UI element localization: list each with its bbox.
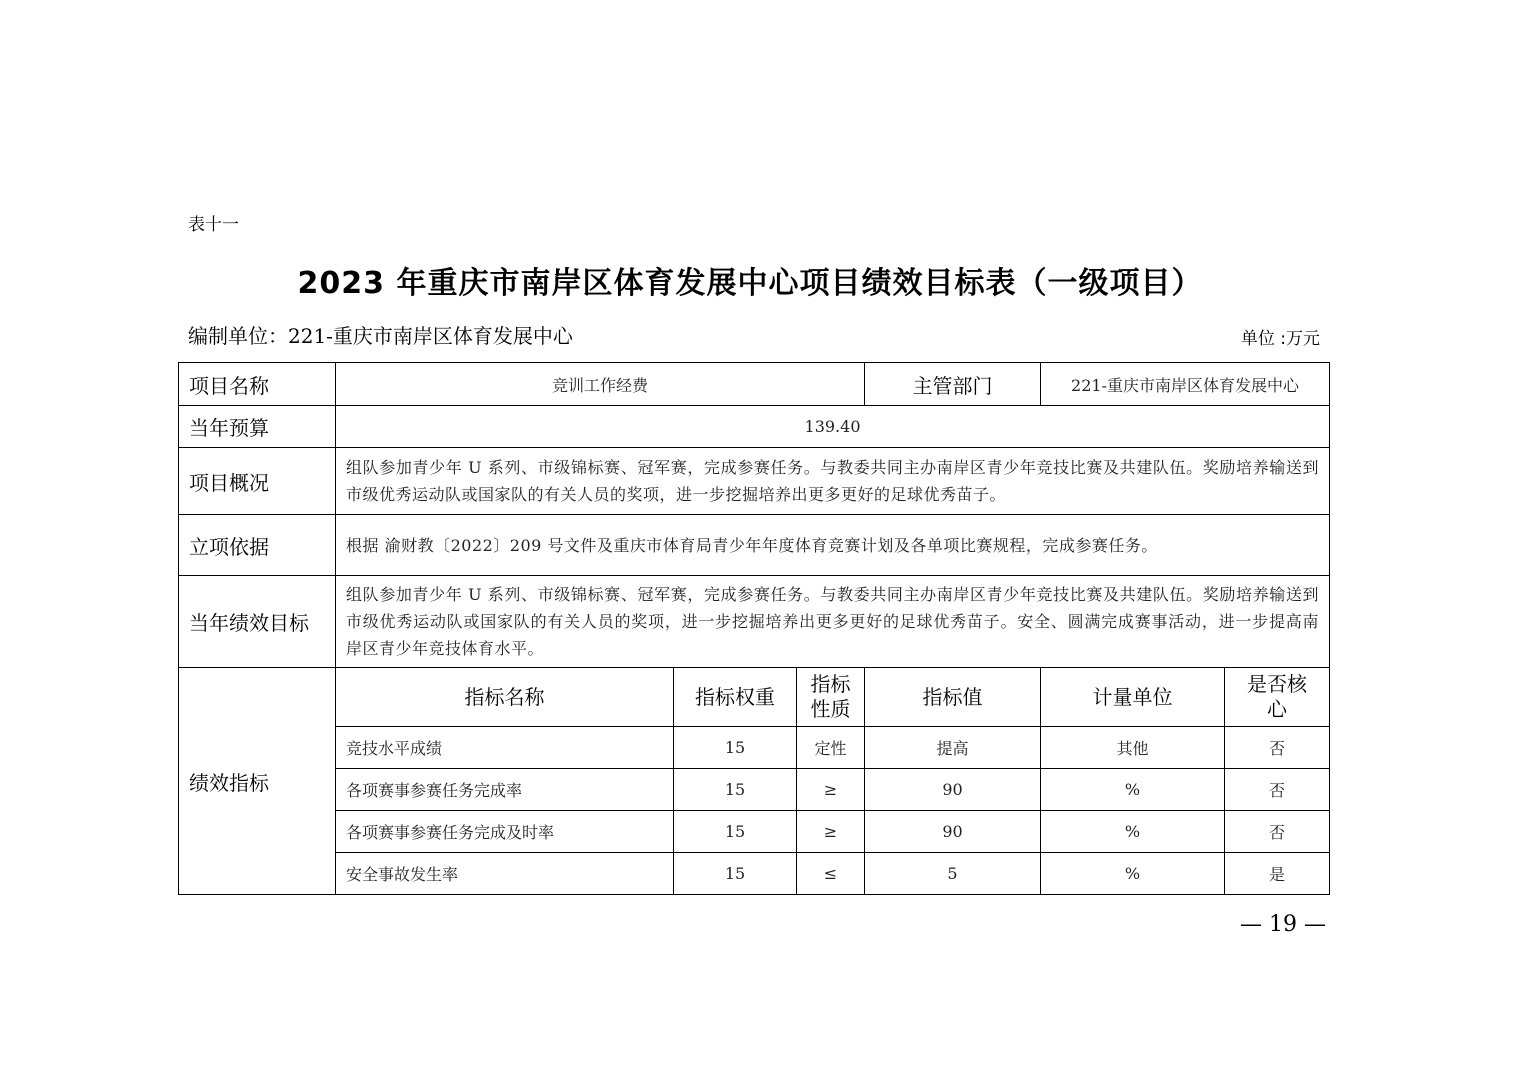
goal-value: 组队参加青少年 U 系列、市级锦标赛、冠军赛，完成参赛任务。与教委共同主办南岸区青少年竞技比赛及共建队伍。奖励培养输送到市级优秀运动队或国家队的有关人员的奖项，进一步挖掘培养出更多更好的足球优秀苗子。安全、圆满完成赛事活动，进一步提高南岸区青少年竞技体育水平。 <box>336 576 1330 668</box>
page-title: 2023 年重庆市南岸区体育发展中心项目绩效目标表（一级项目） <box>297 266 1203 301</box>
goal-row <box>179 576 1330 668</box>
indicator-row <box>179 727 1330 769</box>
performance-target-table <box>178 362 1330 895</box>
budget-label: 当年预算 <box>179 406 336 448</box>
basis-row <box>179 515 1330 576</box>
indicator-row <box>179 769 1330 811</box>
header-is-core: 是否核心 <box>1225 668 1330 727</box>
header-indicator-value: 指标值 <box>865 668 1041 727</box>
header-indicator-weight: 指标权重 <box>674 668 797 727</box>
indicator-weight: 15 <box>674 853 797 895</box>
indicator-core: 否 <box>1225 769 1330 811</box>
indicator-value: 提高 <box>865 727 1041 769</box>
page-number: — 19 — <box>1240 912 1326 937</box>
indicator-value: 90 <box>865 769 1041 811</box>
indicator-unit: % <box>1041 769 1225 811</box>
compiling-unit: 编制单位：221-重庆市南岸区体育发展中心 <box>188 324 573 348</box>
project-name-row <box>179 363 1330 406</box>
indicator-header-row <box>179 668 1330 727</box>
indicator-name: 各项赛事参赛任务完成率 <box>336 769 674 811</box>
indicator-nature: 定性 <box>797 727 865 769</box>
table-label: 表十一 <box>188 215 239 235</box>
indicator-value: 5 <box>865 853 1041 895</box>
indicator-weight: 15 <box>674 769 797 811</box>
indicator-row <box>179 853 1330 895</box>
department-label: 主管部门 <box>865 363 1041 406</box>
indicator-name: 安全事故发生率 <box>336 853 674 895</box>
header-indicator-nature: 指标性质 <box>797 668 865 727</box>
indicator-row <box>179 811 1330 853</box>
goal-label: 当年绩效目标 <box>179 576 336 668</box>
overview-value: 组队参加青少年 U 系列、市级锦标赛、冠军赛，完成参赛任务。与教委共同主办南岸区青少年竞技比赛及共建队伍。奖励培养输送到市级优秀运动队或国家队的有关人员的奖项，进一步挖掘培养出更多更好的足球优秀苗子。 <box>336 448 1330 515</box>
indicator-unit: 其他 <box>1041 727 1225 769</box>
indicator-core: 否 <box>1225 811 1330 853</box>
budget-row <box>179 406 1330 448</box>
indicator-value: 90 <box>865 811 1041 853</box>
currency-unit: 单位 :万元 <box>1240 329 1320 349</box>
overview-label: 项目概况 <box>179 448 336 515</box>
indicator-weight: 15 <box>674 727 797 769</box>
basis-label: 立项依据 <box>179 515 336 576</box>
indicator-unit: % <box>1041 811 1225 853</box>
header-measure-unit: 计量单位 <box>1041 668 1225 727</box>
indicator-unit: % <box>1041 853 1225 895</box>
indicator-nature: ≤ <box>797 853 865 895</box>
header-indicator-name: 指标名称 <box>336 668 674 727</box>
project-name-value: 竞训工作经费 <box>336 363 865 406</box>
department-value: 221-重庆市南岸区体育发展中心 <box>1041 363 1330 406</box>
basis-value: 根据 渝财教〔2022〕209 号文件及重庆市体育局青少年年度体育竞赛计划及各单项比赛规程，完成参赛任务。 <box>336 515 1330 576</box>
indicator-nature: ≥ <box>797 811 865 853</box>
overview-row <box>179 448 1330 515</box>
indicators-label: 绩效指标 <box>179 668 336 895</box>
indicator-name: 竞技水平成绩 <box>336 727 674 769</box>
indicator-core: 是 <box>1225 853 1330 895</box>
budget-value: 139.40 <box>336 406 1330 448</box>
indicator-name: 各项赛事参赛任务完成及时率 <box>336 811 674 853</box>
indicator-nature: ≥ <box>797 769 865 811</box>
indicator-weight: 15 <box>674 811 797 853</box>
indicator-core: 否 <box>1225 727 1330 769</box>
project-name-label: 项目名称 <box>179 363 336 406</box>
